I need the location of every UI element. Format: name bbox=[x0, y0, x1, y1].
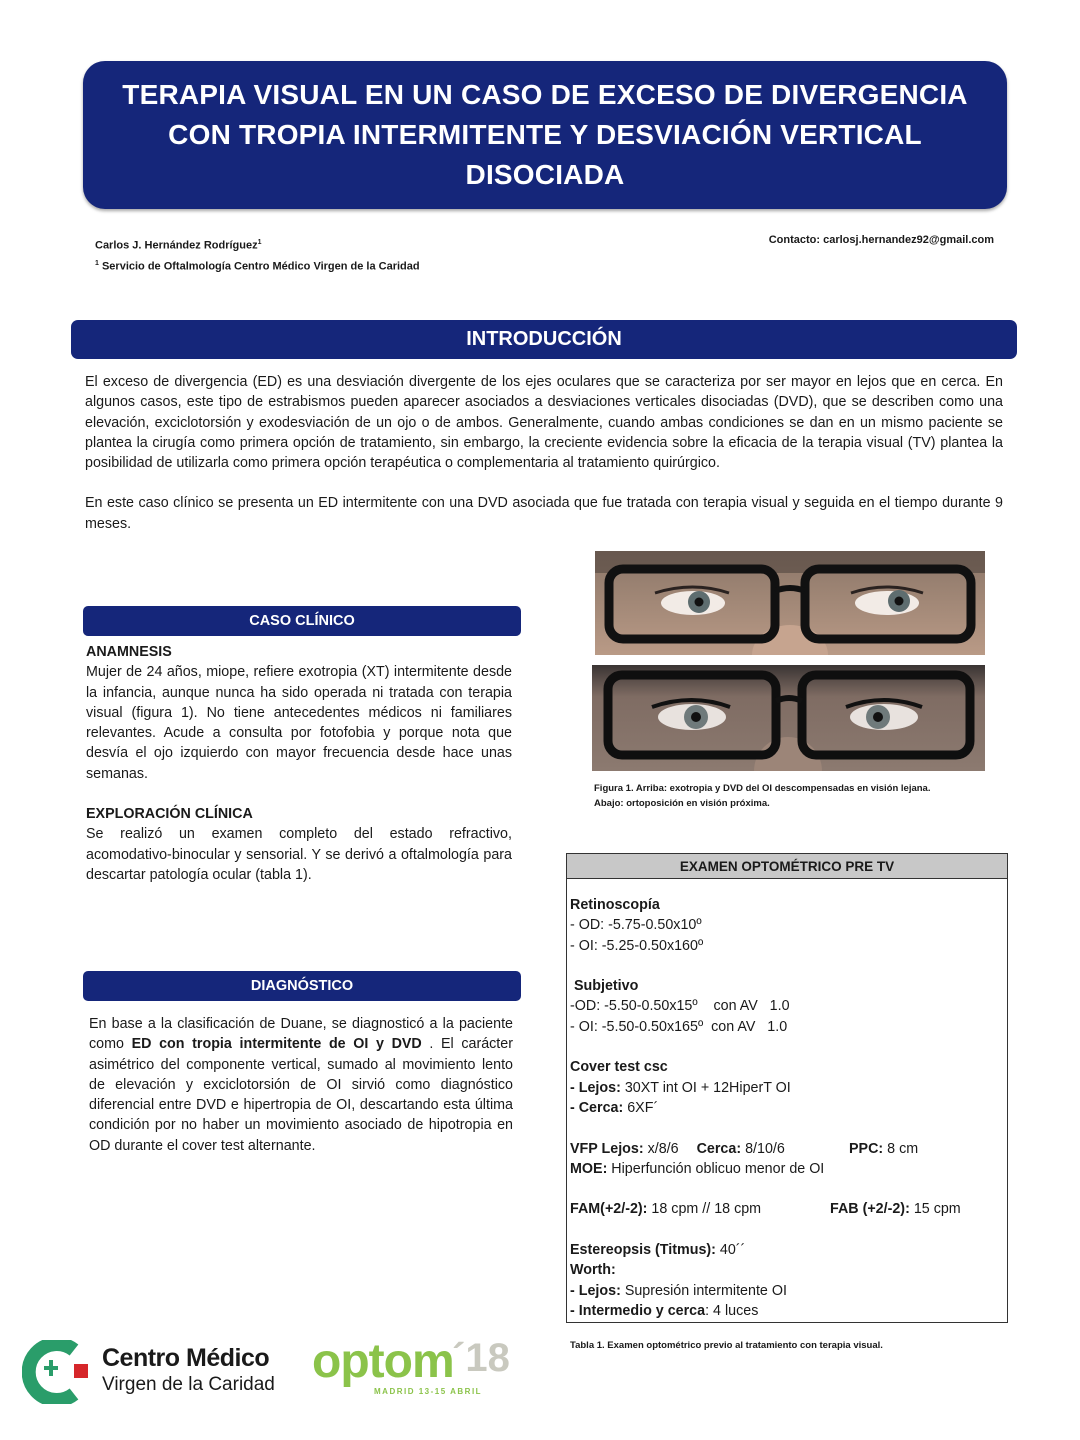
photo-far-vision bbox=[595, 551, 985, 655]
title-banner bbox=[83, 61, 1007, 209]
worth-lejos-row bbox=[570, 1281, 1007, 1301]
cover-cerca-value: 6XF´ bbox=[623, 1099, 659, 1116]
vfp-label: VFP Lejos: bbox=[570, 1140, 644, 1157]
face-photo-bottom bbox=[592, 665, 985, 771]
affiliation-sup: 1 bbox=[95, 259, 99, 267]
exploracion-text: Se realizó un examen completo del estado refractivo, acomodativo-binocular y sensorial. Y se derivó a oftalmología para descartar patología ocular (tabla 1). bbox=[86, 826, 512, 883]
centro-medico-logo bbox=[22, 1340, 302, 1404]
fab-value: 15 cpm bbox=[909, 1201, 961, 1218]
cover-cerca-row bbox=[570, 1098, 1007, 1118]
optom-subtitle: MADRID 13-15 ABRIL bbox=[374, 1387, 483, 1396]
author-block bbox=[95, 234, 420, 275]
intro-text bbox=[85, 372, 1003, 554]
cover-heading: Cover test csc bbox=[570, 1059, 668, 1076]
moe-row bbox=[570, 1159, 1007, 1179]
cover-lejos-value: 30XT int OI + 12HiperT OI bbox=[620, 1079, 791, 1096]
worth-cerca-value: : 4 luces bbox=[705, 1302, 759, 1319]
worth-lejos-value: Supresión intermitente OI bbox=[620, 1282, 787, 1299]
intro-paragraph-2: En este caso clínico se presenta un ED intermitente con una DVD asociada que fue tratada con terapia visual y seguida en el tiempo durante 9 meses. bbox=[85, 495, 1003, 532]
subj-oi: - OI: -5.50-0.50x165º con AV 1.0 bbox=[570, 1018, 788, 1035]
vfp-value: x/8/6 bbox=[643, 1140, 679, 1157]
diagnostico-heading: DIAGNÓSTICO bbox=[83, 971, 521, 1001]
cover-lejos-label: - Lejos: bbox=[570, 1079, 621, 1096]
caso-text bbox=[86, 642, 512, 885]
ppc-value: 8 cm bbox=[883, 1140, 919, 1157]
fam-fab-row bbox=[570, 1199, 1007, 1219]
photo-near-vision bbox=[592, 665, 985, 771]
worth-lejos-label: - Lejos: bbox=[570, 1282, 621, 1299]
diag-text-bold: ED con tropia intermitente de OI y DVD bbox=[131, 1036, 422, 1053]
vfp-row bbox=[570, 1139, 1007, 1159]
retino-od: - OD: -5.75-0.50x10º bbox=[570, 917, 702, 934]
author-name: Carlos J. Hernández Rodríguez bbox=[95, 239, 258, 252]
figure-caption-line-1: Figura 1. Arriba: exotropia y DVD del OI descompensadas en visión lejana. bbox=[594, 783, 931, 794]
subj-od: -OD: -5.50-0.50x15º con AV 1.0 bbox=[570, 998, 790, 1015]
moe-label: MOE: bbox=[570, 1160, 608, 1177]
centro-medico-name: Centro Médico bbox=[102, 1344, 270, 1372]
ppc-label: PPC: bbox=[849, 1140, 884, 1157]
optom-word: optom bbox=[312, 1335, 454, 1388]
worth-cerca-row bbox=[570, 1301, 1007, 1321]
anamnesis-text: Mujer de 24 años, miope, refiere exotropia (XT) intermitente desde la infancia, aunque nunca ha sido operada ni tratada con terapia visual (figura 1). No tiene antecedentes médicos ni familiares relevantes. Acude a consulta por fotofobia y porque nota que desvía el ojo izquierdo con mayor frecuencia desde hace unas semanas. bbox=[86, 664, 512, 782]
caso-heading: CASO CLÍNICO bbox=[83, 606, 521, 636]
fam-value: 18 cpm // 18 cpm bbox=[647, 1201, 762, 1218]
optom-logo bbox=[312, 1335, 522, 1398]
retinoscopia-heading: Retinoscopía bbox=[570, 897, 660, 913]
fam-label: FAM(+2/-2): bbox=[570, 1201, 648, 1218]
anamnesis-heading: ANAMNESIS bbox=[86, 644, 172, 660]
worth-cerca-label: - Intermedio y cerca bbox=[570, 1302, 706, 1319]
exploracion-heading: EXPLORACIÓN CLÍNICA bbox=[86, 806, 253, 823]
figure-caption bbox=[594, 781, 1004, 811]
author-sup: 1 bbox=[257, 239, 262, 246]
centro-medico-subname: Virgen de la Caridad bbox=[102, 1374, 275, 1395]
fab-label: FAB (+2/-2): bbox=[830, 1201, 910, 1218]
retino-oi: - OI: -5.25-0.50x160º bbox=[570, 937, 704, 954]
estereo-label: Estereopsis (Titmus): bbox=[570, 1242, 716, 1259]
moe-value: Hiperfunción oblicuo menor de OI bbox=[607, 1160, 825, 1177]
vfp-cerca-value: 8/10/6 bbox=[741, 1140, 785, 1157]
estereo-row bbox=[570, 1240, 1007, 1260]
contact-email: Contacto: carlosj.hernandez92@gmail.com bbox=[768, 234, 994, 246]
centro-medico-emblem-icon bbox=[22, 1340, 92, 1404]
optom-year: ´18 bbox=[452, 1336, 510, 1380]
exam-table-heading: EXAMEN OPTOMÉTRICO PRE TV bbox=[567, 854, 1007, 879]
face-photo-top bbox=[595, 551, 985, 655]
cover-cerca-label: - Cerca: bbox=[570, 1099, 624, 1116]
vfp-cerca-label: Cerca: bbox=[696, 1140, 742, 1157]
intro-heading: INTRODUCCIÓN bbox=[71, 320, 1017, 359]
subjetivo-heading: Subjetivo bbox=[570, 978, 639, 995]
estereo-value: 40´´ bbox=[715, 1242, 746, 1259]
diag-text-post: . El carácter asimétrico del componente vertical, sumado al movimiento lento de elevación y exciclotorsión de OI sirvió como diagnóstico diferencial entre DVD e hipertropia de OI, descartando esta última condición por no haber un movimiento asociado de hipotropia en OD durante el cover test alternante. bbox=[89, 1036, 513, 1154]
affiliation: Servicio de Oftalmología Centro Médico Virgen de la Caridad bbox=[98, 260, 420, 273]
poster-title: TERAPIA VISUAL EN UN CASO DE EXCESO DE DIVERGENCIA CON TROPIA INTERMITENTE Y DESVIACIÓN VERTICAL DISOCIADA bbox=[122, 79, 968, 190]
author-name-line bbox=[95, 234, 420, 255]
cover-lejos-row bbox=[570, 1078, 1007, 1098]
table-caption: Tabla 1. Examen optométrico previo al tratamiento con terapia visual. bbox=[570, 1340, 883, 1351]
intro-paragraph-1: El exceso de divergencia (ED) es una desviación divergente de los ejes oculares que se caracteriza por ser mayor en lejos que en cerca. En algunos casos, este tipo de estrabismos pueden aparecer asociados a desviaciones verticales disociadas (DVD), que se describen como una elevación, exciclotorsión y exodesviación de un ojo o de ambos. Generalmente, cuando ambas condiciones se dan en un mismo paciente se plantea la cirugía como primera opción de tratamiento, sin embargo, la creciente evidencia sobre la eficacia de la terapia visual (TV) plantea la posibilidad de utilizarla como primera opción terapéutica o complementaria al tratamiento quirúrgico. bbox=[85, 374, 1003, 472]
exam-table bbox=[566, 853, 1008, 1323]
diag-text-pre: En base a la clasificación de Duane, se diagnosticó a la paciente como bbox=[89, 1016, 513, 1053]
affiliation-line bbox=[95, 255, 420, 276]
worth-heading: Worth: bbox=[570, 1262, 616, 1279]
diagnostico-text bbox=[89, 1014, 513, 1156]
exam-table-body bbox=[567, 879, 1007, 1321]
figure-caption-line-2: Abajo: ortoposición en visión próxima. bbox=[594, 798, 770, 809]
